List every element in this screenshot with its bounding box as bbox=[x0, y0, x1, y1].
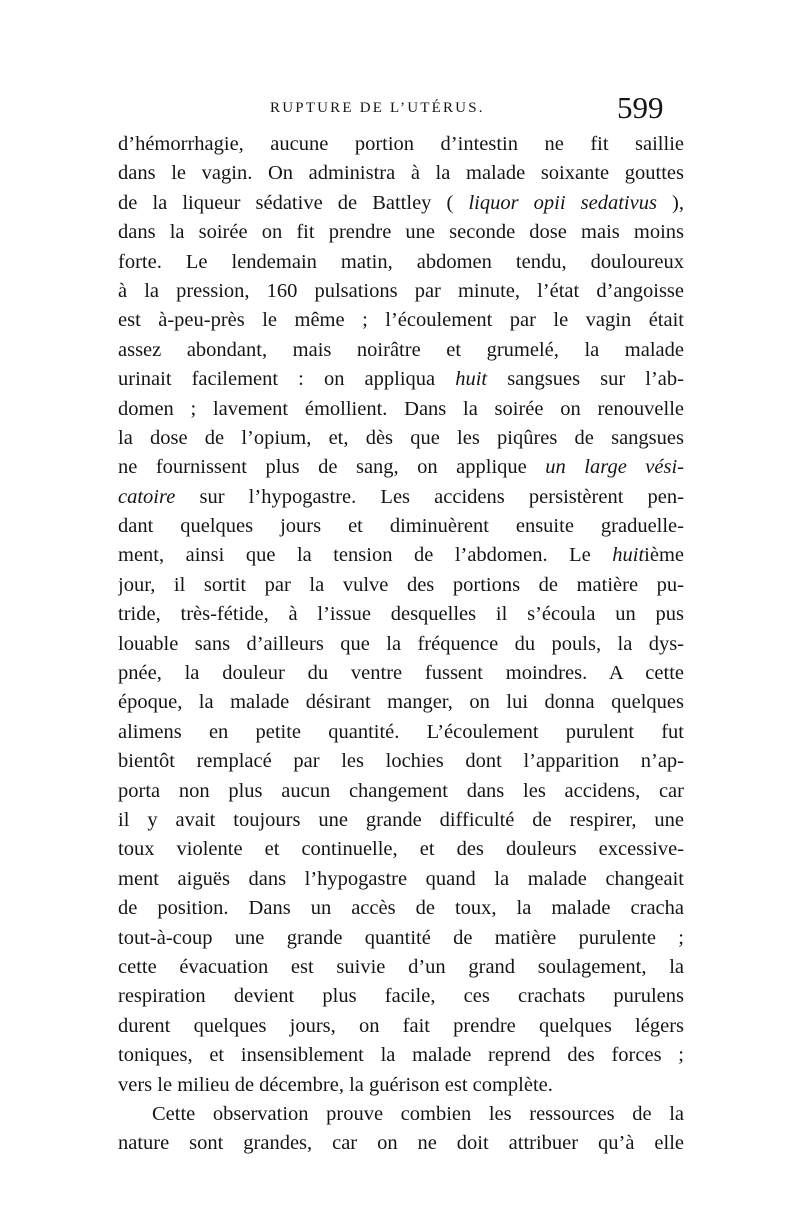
text-line: nature sont grandes, car on ne doit attribuer qu’à elle bbox=[118, 1132, 684, 1155]
text-line: domen ; lavement émollient. Dans la soirée on renouvelle bbox=[118, 397, 684, 420]
text-line: tout-à-coup une grande quantité de matière purulente ; bbox=[118, 926, 684, 949]
page-number: 599 bbox=[617, 90, 664, 125]
text-line: porta non plus aucun changement dans les accidens, car bbox=[118, 779, 684, 802]
body-text bbox=[118, 130, 684, 1159]
text-line: alimens en petite quantité. L’écoulement purulent fut bbox=[118, 720, 684, 743]
text-line: d’hémorrhagie, aucune portion d’intestin ne fit saillie bbox=[118, 133, 684, 155]
italic-text: huit bbox=[612, 544, 645, 567]
italic-text: liquor opii sedativus bbox=[468, 191, 657, 214]
text-line: Cette observation prouve combien les ressources de la bbox=[152, 1102, 684, 1125]
text-line: jour, il sortit par la vulve des portions de matière pu- bbox=[118, 573, 684, 596]
text-line: de la liqueur sédative de Battley ( liquor opii sedativus ), bbox=[118, 191, 684, 214]
running-title: RUPTURE DE L’UTÉRUS. bbox=[270, 100, 485, 116]
text-line: ne fournissent plus de sang, on applique un large vési- bbox=[118, 456, 684, 479]
running-head bbox=[0, 90, 800, 130]
text-line: tride, très-fétide, à l’issue desquelles il s’écoula un pus bbox=[118, 603, 684, 626]
text-line: toux violente et continuelle, et des douleurs excessive- bbox=[118, 838, 684, 861]
text-line: la dose de l’opium, et, dès que les piqûres de sangsues bbox=[118, 426, 684, 449]
text-line: ment aiguës dans l’hypogastre quand la malade changeait bbox=[118, 867, 684, 890]
text-line: urinait facilement : on appliqua huit sangsues sur l’ab- bbox=[118, 368, 684, 391]
text-line: ment, ainsi que la tension de l’abdomen. Le huitième bbox=[118, 544, 684, 567]
text-line: cette évacuation est suivie d’un grand soulagement, la bbox=[118, 955, 684, 978]
italic-text: huit bbox=[455, 368, 488, 391]
text-line: louable sans d’ailleurs que la fréquence du pouls, la dys- bbox=[118, 632, 684, 655]
text-line: dant quelques jours et diminuèrent ensuite graduelle- bbox=[118, 515, 684, 538]
italic-text: un large vési- bbox=[545, 456, 684, 479]
text-line: dans la soirée on fit prendre une seconde dose mais moins bbox=[118, 221, 684, 244]
italic-text: catoire bbox=[118, 485, 176, 508]
text-line: il y avait toujours une grande difficulté de respirer, une bbox=[118, 808, 684, 831]
text-line: est à-peu-près le même ; l’écoulement par le vagin était bbox=[118, 309, 684, 332]
text-line: vers le milieu de décembre, la guérison est complète. bbox=[118, 1073, 553, 1096]
text-line: forte. Le lendemain matin, abdomen tendu, douloureux bbox=[118, 250, 684, 273]
text-line: dans le vagin. On administra à la malade soixante gouttes bbox=[118, 162, 684, 185]
text-line: assez abondant, mais noirâtre et grumelé, la malade bbox=[118, 338, 684, 361]
text-line: toniques, et insensiblement la malade reprend des forces ; bbox=[118, 1044, 684, 1067]
text-line: respiration devient plus facile, ces crachats purulens bbox=[118, 985, 684, 1008]
text-line: de position. Dans un accès de toux, la malade cracha bbox=[118, 897, 684, 920]
text-line: pnée, la douleur du ventre fussent moindres. A cette bbox=[118, 662, 684, 685]
text-line: à la pression, 160 pulsations par minute, l’état d’angoisse bbox=[118, 279, 684, 302]
text-line: bientôt remplacé par les lochies dont l’apparition n’ap- bbox=[118, 750, 684, 773]
text-line: durent quelques jours, on fait prendre quelques légers bbox=[118, 1014, 684, 1037]
text-line: époque, la malade désirant manger, on lui donna quelques bbox=[118, 691, 684, 714]
text-line: catoire sur l’hypogastre. Les accidens persistèrent pen- bbox=[118, 485, 684, 508]
